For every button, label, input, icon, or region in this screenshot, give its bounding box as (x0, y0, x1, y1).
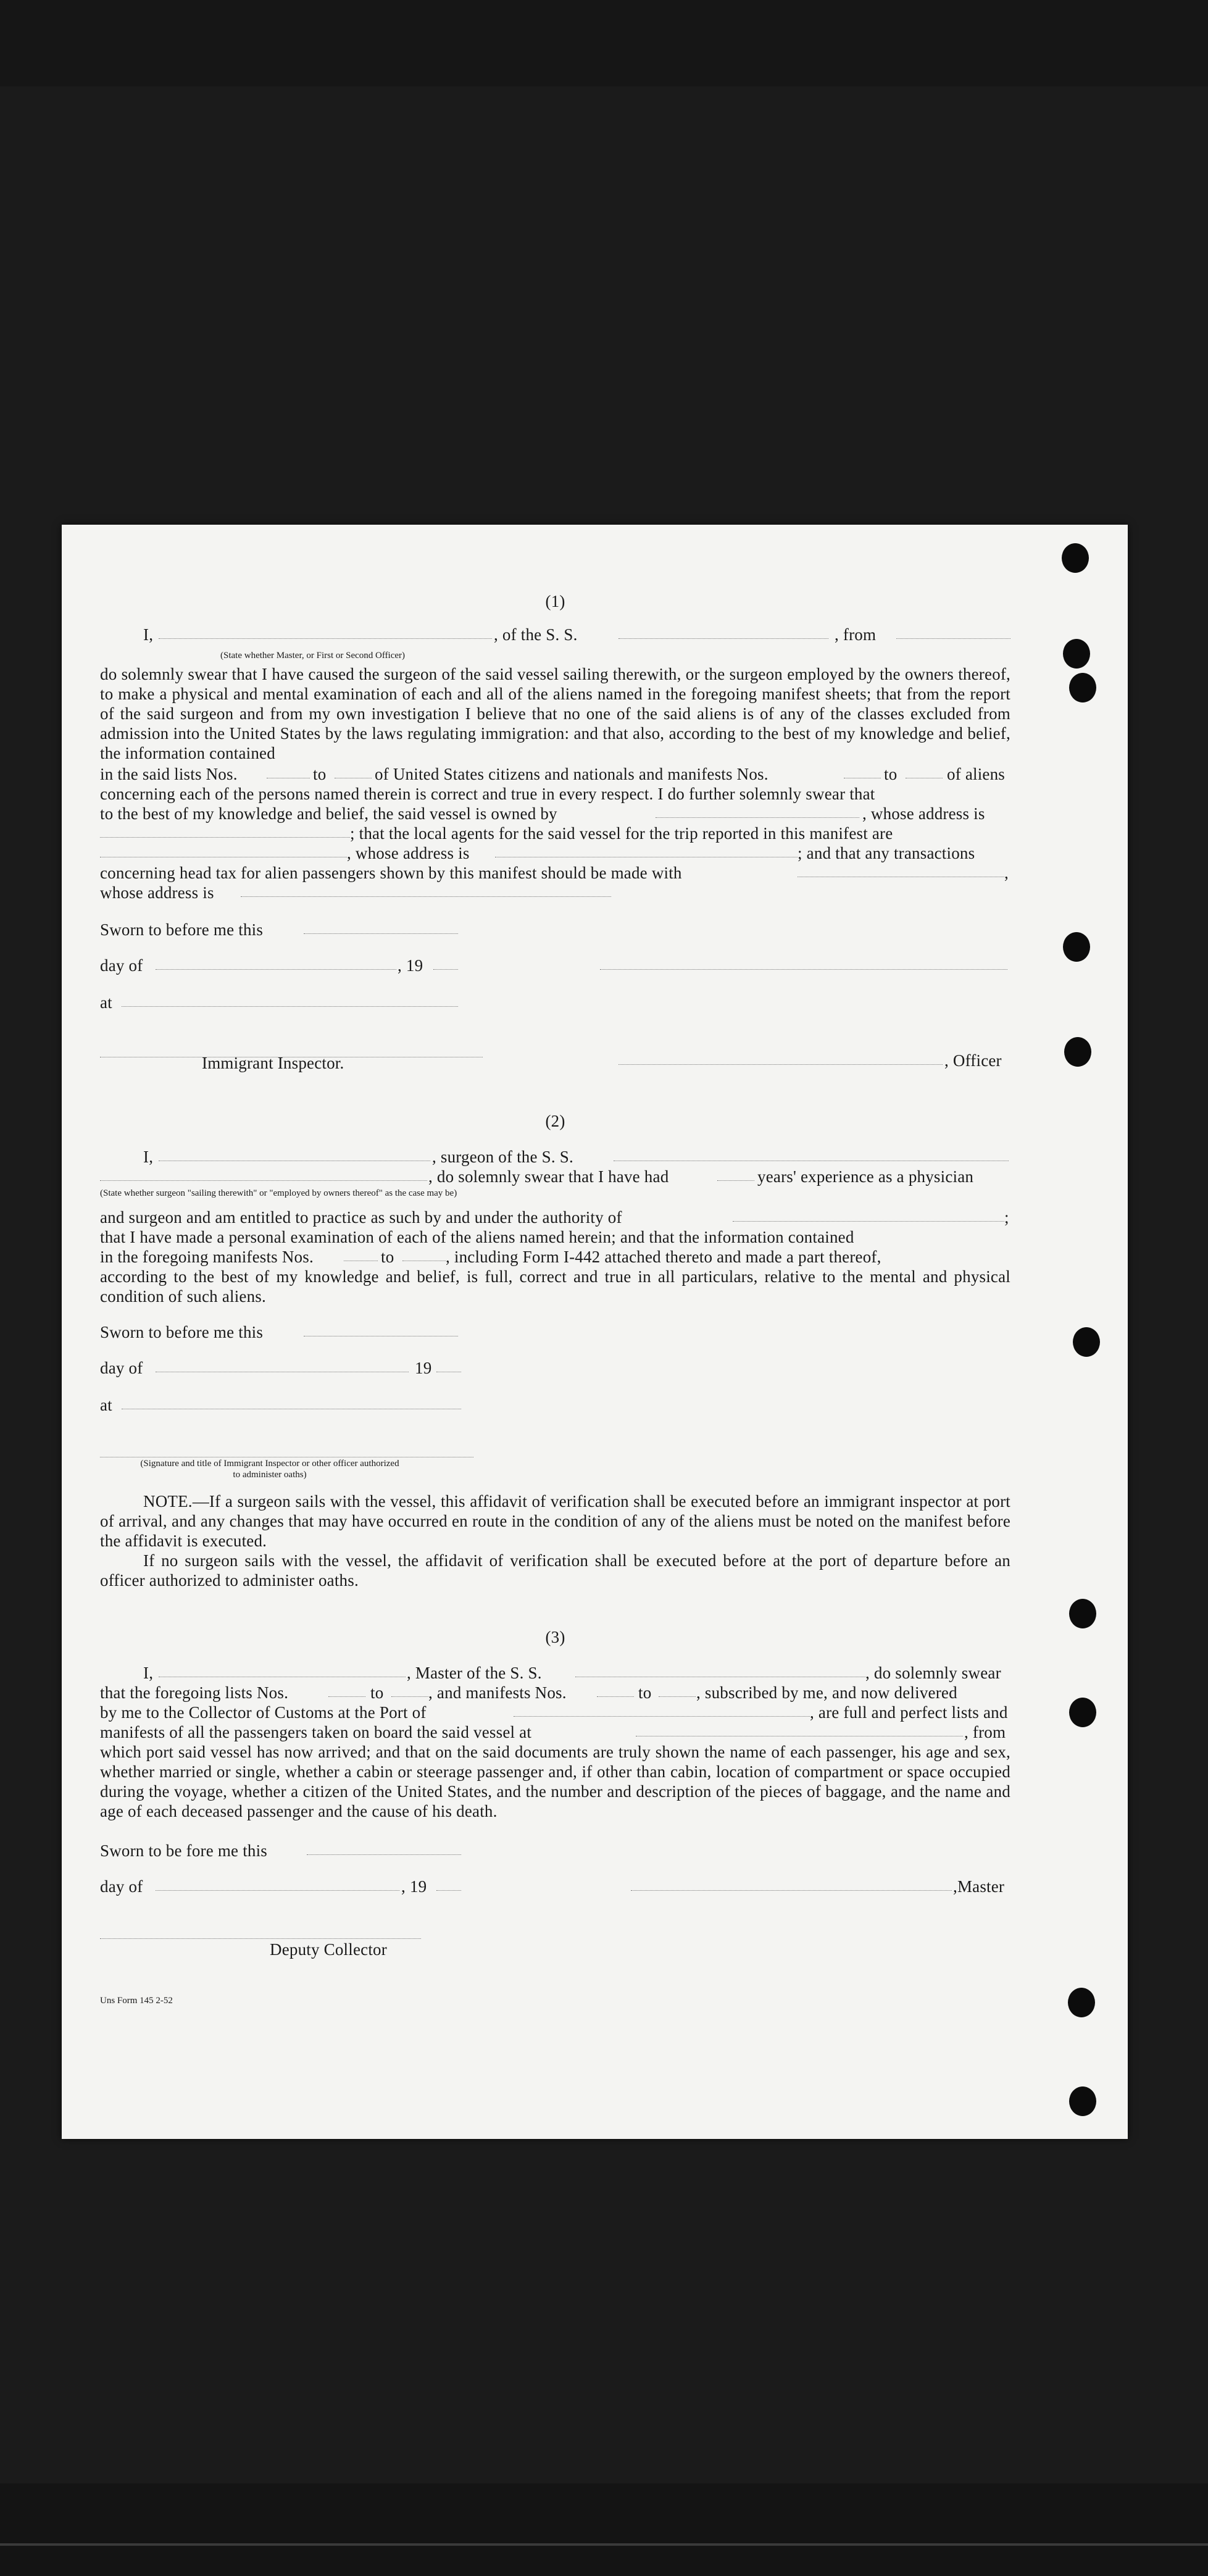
blank-field[interactable] (159, 1663, 406, 1677)
signature-line[interactable] (100, 1443, 473, 1457)
label: Sworn to before me this (100, 920, 264, 939)
blank-field[interactable] (100, 823, 350, 838)
blank-field[interactable] (122, 1395, 461, 1409)
blank-field[interactable] (575, 1663, 865, 1677)
officer-label: , Officer (944, 1051, 1002, 1070)
label: of aliens (947, 765, 1006, 783)
label: at (100, 1396, 112, 1414)
blank-field[interactable] (122, 993, 458, 1007)
punch-hole (1069, 673, 1096, 702)
blank-field[interactable] (436, 1877, 461, 1891)
blank-field[interactable] (156, 1877, 399, 1891)
label: ; and that any transactions (798, 844, 975, 862)
punch-hole (1063, 932, 1090, 962)
label: 19 (415, 1359, 432, 1377)
label: I, (143, 1148, 154, 1166)
blank-field[interactable] (328, 1683, 365, 1697)
passenger-paragraph: which port said vessel has now arrived; and that on the said documents are truly shown the name of each passenger, his age and sex, whether married or single, whether a cabin or steerage passenger and, if other than cabin, location of compartment or space occupied during the voyage, whether a citizen of the United States, and the number and description of the pieces of baggage, and the name and age of each deceased passenger and the cause of his death. (100, 1743, 1010, 1820)
label: , 19 (401, 1877, 427, 1896)
label: Sworn to be fore me this (100, 1841, 268, 1860)
blank-field[interactable] (307, 1841, 461, 1855)
punch-hole (1068, 1988, 1095, 2017)
label: to (884, 765, 898, 783)
form-number: Uns Form 145 2-52 (100, 1996, 173, 2006)
label: in the said lists Nos. (100, 765, 238, 783)
blank-field[interactable] (906, 764, 943, 778)
master-label: ,Master (953, 1877, 1005, 1896)
punch-hole (1062, 543, 1089, 573)
blank-field[interactable] (619, 1051, 943, 1065)
label: , Master of the S. S. (407, 1664, 542, 1682)
label: to (313, 765, 327, 783)
label: concerning head tax for alien passengers shown by this manifest should be made with (100, 864, 682, 882)
blank-field[interactable] (304, 1322, 458, 1336)
punch-hole (1069, 2086, 1096, 2116)
label: day of (100, 956, 143, 975)
label: to (381, 1248, 394, 1266)
note-paragraph: If no surgeon sails with the vessel, the affidavit of verification shall be executed before at the port of departure before an officer authorized to administer oaths. (100, 1551, 1010, 1590)
label: at (100, 993, 112, 1012)
label: day of (100, 1877, 143, 1896)
label: , including Form I-442 attached thereto and made a part thereof, (446, 1248, 881, 1266)
signature-caption: (Signature and title of Immigrant Inspector or other officer authorized to administer oaths) (140, 1459, 399, 1480)
label: I, (143, 625, 154, 644)
blank-field[interactable] (636, 1722, 963, 1736)
label: ; that the local agents for the said vessel for the trip reported in this manifest are (350, 824, 893, 843)
label: , are full and perfect lists and (810, 1703, 1008, 1722)
label: , from (964, 1723, 1006, 1741)
blank-field[interactable] (156, 956, 396, 970)
label: day of (100, 1359, 143, 1377)
blank-field[interactable] (619, 625, 828, 639)
signature-line[interactable] (100, 1925, 421, 1939)
label: Sworn to before me this (100, 1323, 264, 1341)
label: to (638, 1683, 652, 1702)
blank-field[interactable] (717, 1167, 754, 1181)
label: , surgeon of the S. S. (432, 1148, 573, 1166)
oath-paragraph: do solemnly swear that I have caused the surgeon of the said vessel sailing therewith, or the surgeon employed by the owners thereof, to make a physical and mental examination of each and all of the aliens named in the foregoing manifest sheets; that from the report of the said surgeon and from my own investigation I believe that no one of the said aliens is of any of the classes excluded from admission into the United States by the laws regulating immigration: and that also, according to the best of my knowledge and belief, the information contained (100, 665, 1010, 762)
blank-field[interactable] (241, 883, 611, 897)
blank-field[interactable] (659, 1683, 696, 1697)
deputy-collector-label: Deputy Collector (270, 1940, 387, 1959)
blank-field[interactable] (267, 764, 310, 778)
label: and surgeon and am entitled to practice as such by and under the authority of (100, 1208, 622, 1227)
label: , subscribed by me, and now delivered (696, 1683, 957, 1702)
film-border-bottom (0, 2483, 1208, 2576)
label: , and manifests Nos. (428, 1683, 567, 1702)
blank-field[interactable] (656, 804, 859, 818)
blank-field[interactable] (100, 1167, 427, 1181)
blank-field[interactable] (495, 843, 798, 857)
label: whose address is (100, 883, 214, 902)
label: to the best of my knowledge and belief, the said vessel is owned by (100, 804, 557, 823)
label: years' experience as a physician (757, 1167, 974, 1186)
film-border-top (0, 0, 1208, 86)
blank-field[interactable] (156, 1358, 409, 1372)
label: , whose address is (347, 844, 470, 862)
label: , do solemnly swear that I have had (428, 1167, 669, 1186)
label: of United States citizens and nationals and manifests Nos. (375, 765, 769, 783)
label: , 19 (398, 956, 423, 975)
note-paragraph: NOTE.—If a surgeon sails with the vessel, this affidavit of verification shall be executed before an immigrant inspector at port of arrival, and any changes that may have occurred en route in the condition of any of the aliens must be noted on the manifest before the affidavit is executed. (100, 1492, 1010, 1550)
blank-field[interactable] (514, 1703, 810, 1717)
label: that the foregoing lists Nos. (100, 1683, 289, 1702)
examination-paragraph: that I have made a personal examination of each of the aliens named herein; and that the information contained (100, 1228, 854, 1246)
section-1-heading: (1) (545, 592, 565, 611)
blank-field[interactable] (733, 1207, 1004, 1222)
blank-field[interactable] (844, 764, 881, 778)
label: to (370, 1683, 384, 1702)
blank-field[interactable] (600, 956, 1007, 970)
film-edge-line (0, 2543, 1208, 2546)
punch-hole (1064, 1037, 1091, 1067)
punch-hole (1069, 1698, 1096, 1727)
caption: (State whether Master, or First or Second Officer) (220, 651, 406, 661)
punch-hole (1069, 1599, 1096, 1628)
caption: (State whether surgeon "sailing therewith" or "employed by owners thereof" as the case may be) (100, 1188, 457, 1198)
punch-hole (1063, 639, 1090, 669)
condition-paragraph: according to the best of my knowledge and belief, is full, correct and true in all particulars, relative to the mental and physical condition of such aliens. (100, 1267, 1010, 1306)
blank-field[interactable] (896, 625, 1010, 639)
blank-field[interactable] (100, 843, 347, 857)
section-2-heading: (2) (545, 1112, 565, 1130)
blank-field[interactable] (159, 625, 492, 639)
blank-field[interactable] (344, 1247, 378, 1261)
blank-field[interactable] (631, 1877, 952, 1891)
blank-field[interactable] (798, 863, 1004, 877)
section-3-heading: (3) (545, 1628, 565, 1646)
label: , do solemnly swear (865, 1664, 1001, 1682)
blank-field[interactable] (614, 1147, 1009, 1161)
punch-hole (1073, 1327, 1100, 1357)
blank-field[interactable] (597, 1683, 634, 1697)
label: in the foregoing manifests Nos. (100, 1248, 314, 1266)
blank-field[interactable] (159, 1147, 430, 1161)
label: , (1004, 864, 1009, 882)
label: I, (143, 1664, 154, 1682)
label: , from (835, 625, 877, 644)
blank-field[interactable] (391, 1683, 428, 1697)
blank-field[interactable] (402, 1247, 446, 1261)
blank-field[interactable] (335, 764, 372, 778)
label: by me to the Collector of Customs at the Port of (100, 1703, 427, 1722)
label: manifests of all the passengers taken on board the said vessel at (100, 1723, 532, 1741)
blank-field[interactable] (433, 956, 458, 970)
document-page (62, 525, 1128, 2139)
label: , whose address is (862, 804, 985, 823)
inspector-label: Immigrant Inspector. (202, 1054, 344, 1072)
oath-paragraph: concerning each of the persons named therein is correct and true in every respect. I do further solemnly swear that (100, 785, 875, 803)
blank-field[interactable] (436, 1358, 461, 1372)
blank-field[interactable] (304, 920, 458, 934)
label: , of the S. S. (494, 625, 578, 644)
label: ; (1004, 1208, 1009, 1227)
